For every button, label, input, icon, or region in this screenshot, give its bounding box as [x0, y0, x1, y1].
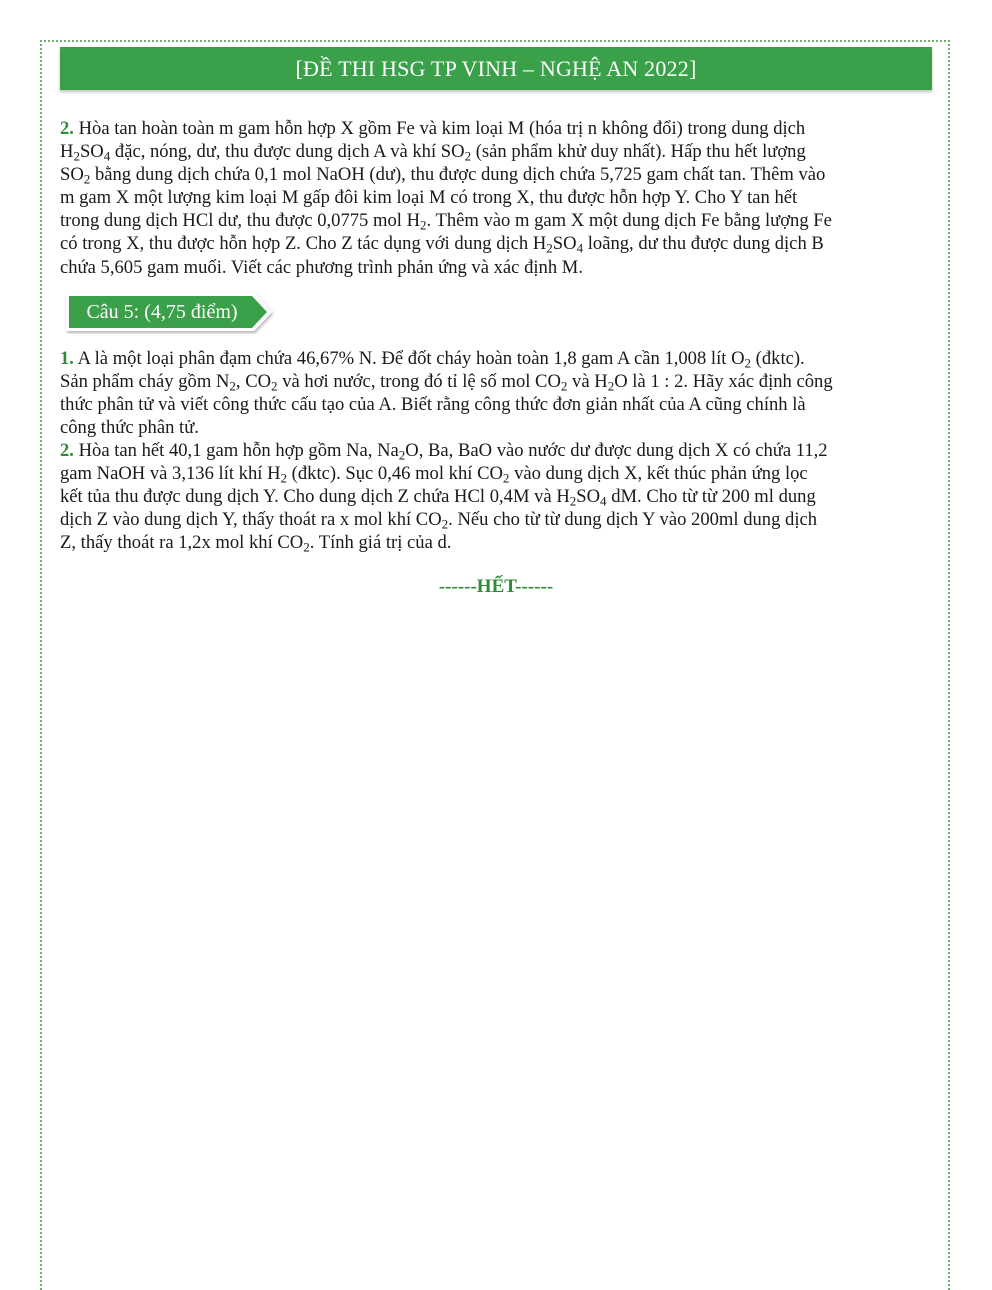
exam-header-title: [ĐỀ THI HSG TP VINH – NGHỆ AN 2022] [295, 56, 697, 81]
exam-header [60, 47, 932, 90]
problem-2-part-b: 2. Hòa tan hết 40,1 gam hỗn hợp gồm Na, $Na_2O$, Ba, BaO vào nước dư được dung dịch X có chứa 11,2 gam NaOH và 3,136 lít khí $H_2$ (đktc). Sục 0,46 mol khí $CO_2$ vào dung dịch X, kết thúc phản ứng lọc kết tủa thu được dung dịch Y. Cho dung dịch Z chứa HCl 0,4M và $H_2SO_4$ dM. Cho từ từ 200 ml dung dịch Z vào dung dịch Y, thấy thoát ra x mol khí $CO_2$. Nếu cho từ từ dung dịch Y vào 200ml dung dịch Z, thấy thoát ra 1,2x mol khí $CO_2$. Tính giá trị của d. [60, 440, 828, 555]
end-of-exam-mark: ------HẾT------ [438, 576, 554, 597]
problem-1: 1. A là một loại phân đạm chứa 46,67% N. Để đốt cháy hoàn toàn 1,8 gam A cần 1,008 lít $O_2$ (đktc). Sản phẩm cháy gồm $N_2$, $CO_2$ và hơi nước, trong đó tỉ lệ số mol $CO_2$ và $H_2O$ là 1 : 2. Hãy xác định công thức phân tử và viết công thức cấu tạo của A. Biết rằng công thức đơn giản nhất của A cũng chính là công thức phân tử. [60, 348, 833, 439]
problem-number: 2. [60, 440, 74, 461]
problem-number: 2. [60, 118, 74, 139]
section-title: Câu 5: (4,75 điểm) [86, 301, 238, 323]
problem-2-part-a: 2. Hòa tan hoàn toàn m gam hỗn hợp X gồm Fe và kim loại M (hóa trị n không đổi) trong dung dịch $H_2SO_4$ đặc, nóng, dư, thu được dung dịch A và khí $SO_2$ (sản phẩm khử duy nhất). Hấp thu hết lượng $SO_2$ bằng dung dịch chứa 0,1 mol NaOH (dư), thu được dung dịch chứa 5,725 gam chất tan. Thêm vào m gam X một lượng kim loại M gấp đôi kim loại M có trong X, thu được hỗn hợp Y. Cho Y tan hết trong dung dịch HCl dư, thu được 0,0775 mol $H_2$. Thêm vào m gam X một dung dịch Fe bằng lượng Fe có trong X, thu được hỗn hợp Z. Cho Z tác dụng với dung dịch $H_2SO_4$ loãng, dư thu được dung dịch B chứa 5,605 gam muối. Viết các phương trình phản ứng và xác định M. [60, 118, 832, 278]
problem-number: 1. [60, 348, 74, 369]
section-tab-cau-5 [64, 290, 276, 334]
